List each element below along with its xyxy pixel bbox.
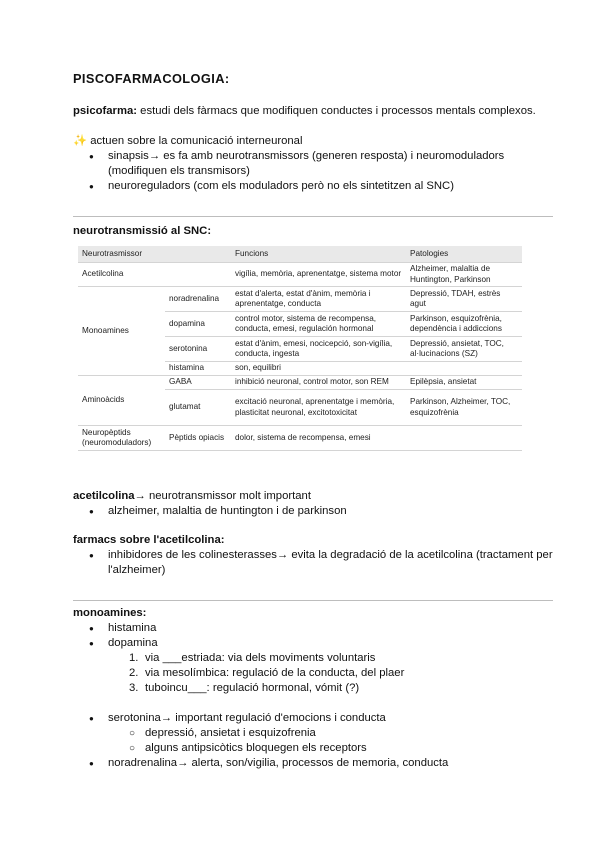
table-cell: Parkinson, Alzheimer, TOC, esquizofrènia <box>406 390 522 426</box>
list-item <box>73 666 553 681</box>
section-heading: neurotransmissió al SNC: <box>73 225 212 237</box>
table-cell: vigília, memòria, aprenentatge, sistema motor <box>231 263 406 287</box>
item-number: 1. <box>129 652 139 664</box>
list-item: ● alzheimer, malaltia de huntington i de parkinson <box>73 504 553 519</box>
table-cell: Epilèpsia, ansietat <box>406 376 522 390</box>
table-cell: Parkinson, esquizofrènia, dependència i addiccions <box>406 312 522 337</box>
table-cell: Depressió, ansietat, TOC, al·lucinacions (SZ) <box>406 337 522 362</box>
serotonina-bullets <box>73 711 553 726</box>
dopamina-pathways <box>73 651 553 696</box>
table-row <box>78 376 522 390</box>
column-header: Patologies <box>406 246 522 263</box>
acetilcolina-term: acetilcolina <box>73 490 135 502</box>
table-cell: GABA <box>165 376 231 390</box>
intro-section <box>73 134 553 194</box>
section-heading: farmacs sobre l'acetilcolina: <box>73 534 225 546</box>
serotonina-subitems <box>73 726 553 756</box>
divider <box>73 600 553 601</box>
table-cell: Monoamines <box>78 287 165 376</box>
table-cell <box>406 426 522 451</box>
table-cell: Aminoàcids <box>78 376 165 426</box>
intro-text: actuen sobre la comunicació interneuronal <box>87 135 303 147</box>
column-header: Funcions <box>231 246 406 263</box>
column-header: Neurotrasmissor <box>78 246 231 263</box>
definition-term: psicofarma: <box>73 105 138 117</box>
page-title: PISCOFARMACOLOGIA: <box>73 71 230 86</box>
divider <box>73 216 553 217</box>
table-cell: serotonina <box>165 337 231 362</box>
section-heading: monoamines: <box>73 607 147 619</box>
acetilcolina-text: → neurotransmissor molt important <box>134 490 311 502</box>
list-item: ● inhibidores de les colinesterasses→ evita la degradació de la acetilcolina (tractament per l'alzheimer) <box>73 548 553 578</box>
monoamines-bullets <box>73 621 553 651</box>
monoamines-section <box>73 606 553 771</box>
table-row <box>78 287 522 312</box>
list-item: ● neuroreguladors (com els moduladors però no els sintetitzen al SNC) <box>73 179 553 194</box>
noradrenalina-bullets <box>73 756 553 771</box>
item-text: via ___estriada: via dels moviments voluntaris <box>145 652 376 664</box>
table-cell: estat d'alerta, estat d'ànim, memòria i aprenentatge, conducta <box>231 287 406 312</box>
definition-text: estudi dels fàrmacs que modifiquen conductes i processos mentals complexos. <box>137 105 536 117</box>
definition <box>73 104 553 119</box>
list-item: ● serotonina→ important regulació d'emocions i conducta <box>73 711 553 726</box>
intro-line <box>73 134 553 149</box>
table-cell: Alzheimer, malaltia de Huntington, Parkinson <box>406 263 522 287</box>
list-item-label: dopamina <box>108 637 158 649</box>
table-cell: glutamat <box>165 390 231 426</box>
table-cell: control motor, sistema de recompensa, conducta, emesi, regulación hormonal <box>231 312 406 337</box>
intro-bullets <box>73 149 553 194</box>
item-text: via mesolímbica: regulació de la conducta, del plaer <box>145 667 405 679</box>
list-item: ● noradrenalina→ alerta, son/vigilia, processos de memoria, conducta <box>73 756 553 771</box>
farmacs-section <box>73 533 553 578</box>
list-item: ○ alguns antipsicòtics bloquegen els receptors <box>73 741 553 756</box>
snc-heading <box>73 224 553 239</box>
table-header-row <box>78 246 522 263</box>
table-cell: excitació neuronal, aprenentatge i memòria, plasticitat neuronal, excitotoxicitat <box>231 390 406 426</box>
table-cell: dolor, sistema de recompensa, emesi <box>231 426 406 451</box>
table-cell: noradrenalina <box>165 287 231 312</box>
table-row <box>78 426 522 451</box>
table-row <box>78 263 522 287</box>
table-cell: Depressió, TDAH, estrès agut <box>406 287 522 312</box>
table-cell: dopamina <box>165 312 231 337</box>
table-cell: son, equilibri <box>231 362 406 376</box>
acetilcolina-bullets <box>73 504 553 519</box>
list-item <box>73 681 553 696</box>
table-cell: Neuropèptids (neuromoduladors) <box>78 426 165 451</box>
neurotransmitter-table <box>78 246 522 451</box>
farmacs-bullets <box>73 548 553 578</box>
list-item <box>73 636 553 651</box>
table-cell: Pèptids opiacis <box>165 426 231 451</box>
item-number: 2. <box>129 667 139 679</box>
list-item: ● sinapsis→ es fa amb neurotransmissors (generen resposta) i neuromoduladors (modifiquen els transmisors) <box>73 149 553 179</box>
table-cell: inhibició neuronal, control motor, son REM <box>231 376 406 390</box>
table-cell: histamina <box>165 362 231 376</box>
list-item: ● histamina <box>73 621 553 636</box>
sparkles-icon: ✨ <box>73 135 88 147</box>
table-cell <box>406 362 522 376</box>
table-cell: estat d'ànim, emesi, nocicepció, son-vigília, conducta, ingesta <box>231 337 406 362</box>
item-number: 3. <box>129 682 139 694</box>
table-cell: Acetilcolina <box>78 263 231 287</box>
list-item <box>73 651 553 666</box>
acetilcolina-section <box>73 489 553 519</box>
list-item: ○ depressió, ansietat i esquizofrenia <box>73 726 553 741</box>
item-text: tuboincu___: regulació hormonal, vómit (?) <box>145 682 360 694</box>
